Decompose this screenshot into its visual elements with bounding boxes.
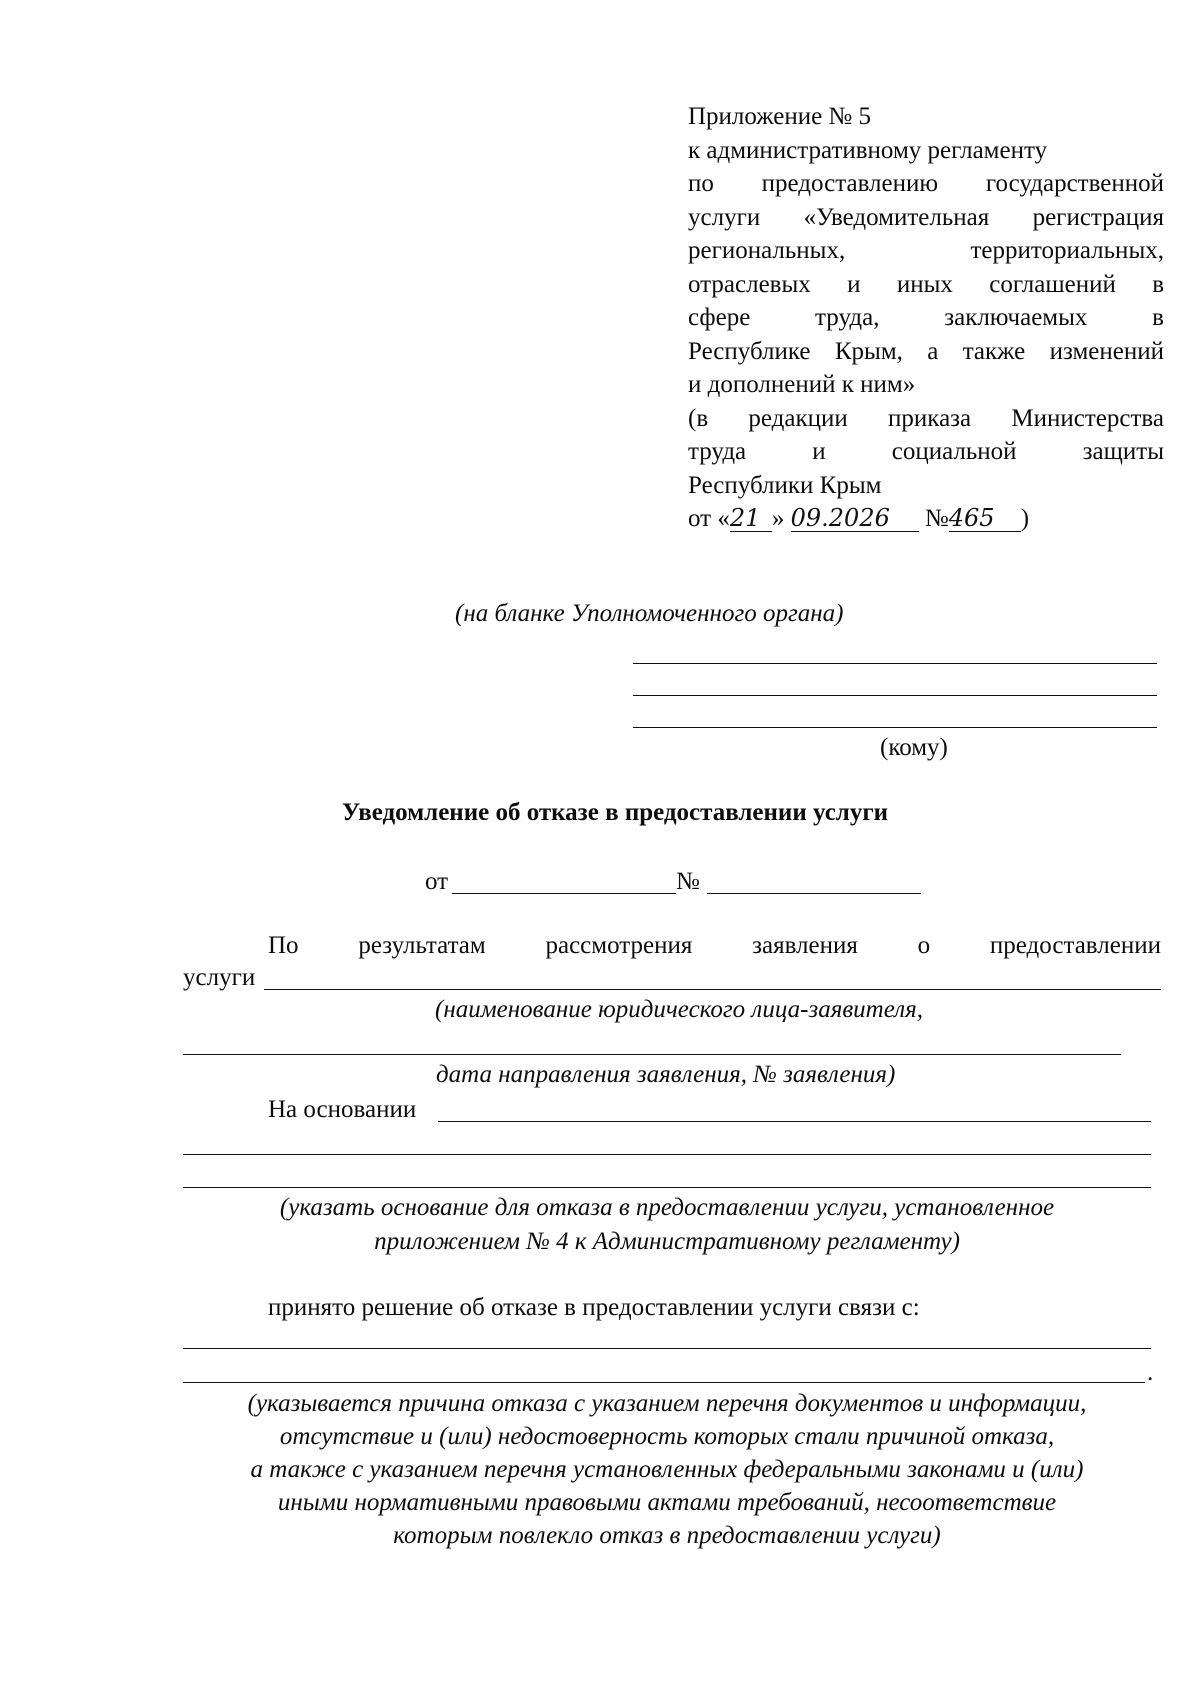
reason-hint-line: а также с указанием перечня установленных федеральными законами и (или) <box>250 1456 1084 1483</box>
handwritten-day: 21 <box>730 505 772 532</box>
reason-blank-line-2 <box>183 1382 1145 1383</box>
basis-hint-line: (указать основание для отказа в предоставлении услуги, установленное <box>279 1194 1055 1221</box>
basis-label: На основании <box>268 1096 417 1123</box>
applicant-blank-line <box>264 989 1161 990</box>
appendix-date-line <box>688 502 1164 536</box>
appendix-number-label: № <box>924 505 949 532</box>
appendix-line: (в редакции приказа Министерства <box>688 404 1164 432</box>
reason-hint-line: отсутствие и (или) недостоверность которых стали причиной отказа, <box>279 1423 1055 1450</box>
appendix-line: сфере труда, заключаемых в <box>688 304 1164 331</box>
appendix-line: Республике Крым, а также изменений <box>688 337 1164 365</box>
para1-word: о <box>917 932 931 959</box>
number-blank-line <box>707 893 921 894</box>
recipient-caption: (кому) <box>880 734 948 761</box>
appendix-line: труда и социальной защиты <box>688 438 1164 465</box>
letterhead-note: (на бланке Уполномоченного органа) <box>455 600 844 627</box>
recipient-line <box>633 695 1157 696</box>
reason-hint-line: (указывается причина отказа с указанием перечня документов и информации, <box>247 1390 1087 1417</box>
appendix-line: услуги «Уведомительная регистрация <box>688 203 1164 231</box>
para1-first-line <box>268 931 1161 961</box>
reason-hint-line: иными нормативными правовыми актами требований, несоответствие <box>277 1489 1057 1516</box>
date-number-label: № <box>676 868 700 895</box>
appendix-line: региональных, территориальных, <box>688 237 1164 264</box>
para1-word: По <box>268 932 299 959</box>
application-hint: дата направления заявления, № заявления) <box>436 1061 896 1088</box>
applicant-hint: (наименование юридического лица-заявителя, <box>435 996 923 1023</box>
date-from-label: от <box>425 868 449 895</box>
para1-word: результатам <box>358 932 486 959</box>
date-blank-line <box>452 893 676 894</box>
reason-blank-line <box>183 1348 1151 1349</box>
handwritten-month-year: 09.2026 <box>791 505 919 532</box>
basis-blank-line <box>438 1121 1151 1122</box>
appendix-line: отраслевых и иных соглашений в <box>688 270 1164 298</box>
service-label: услуги <box>183 964 256 991</box>
appendix-date-prefix: от « <box>688 505 730 532</box>
recipient-line <box>633 663 1157 664</box>
para1-word: заявления <box>752 932 858 959</box>
basis-blank-line-3 <box>183 1187 1151 1188</box>
appendix-header <box>688 100 1164 536</box>
appendix-closing: ) <box>1020 505 1030 532</box>
appendix-date-mid: » <box>771 505 785 532</box>
reason-hint-line: которым повлекло отказ в предоставлении услуги) <box>393 1522 941 1549</box>
recipient-line <box>633 727 1157 728</box>
appendix-line: Республики Крым <box>688 471 882 499</box>
handwritten-number: 465 <box>949 505 1021 532</box>
basis-hint-line: приложением № 4 к Административному регламенту) <box>374 1228 960 1255</box>
decision-text: принято решение об отказе в предоставлении услуги связи с: <box>268 1294 920 1321</box>
appendix-line: Приложение № 5 <box>688 103 872 130</box>
appendix-line: к административному регламенту <box>688 136 1048 164</box>
para1-word: рассмотрения <box>545 932 693 959</box>
reason-period: . <box>1147 1359 1154 1386</box>
appendix-line: по предоставлению государственной <box>688 170 1164 197</box>
para1-word: предоставлении <box>989 932 1161 959</box>
document-title: Уведомление об отказе в предоставлении услуги <box>341 799 889 826</box>
appendix-line: и дополнений к ним» <box>688 371 916 398</box>
basis-blank-line-2 <box>183 1154 1151 1155</box>
applicant-blank-line-2 <box>183 1054 1121 1055</box>
